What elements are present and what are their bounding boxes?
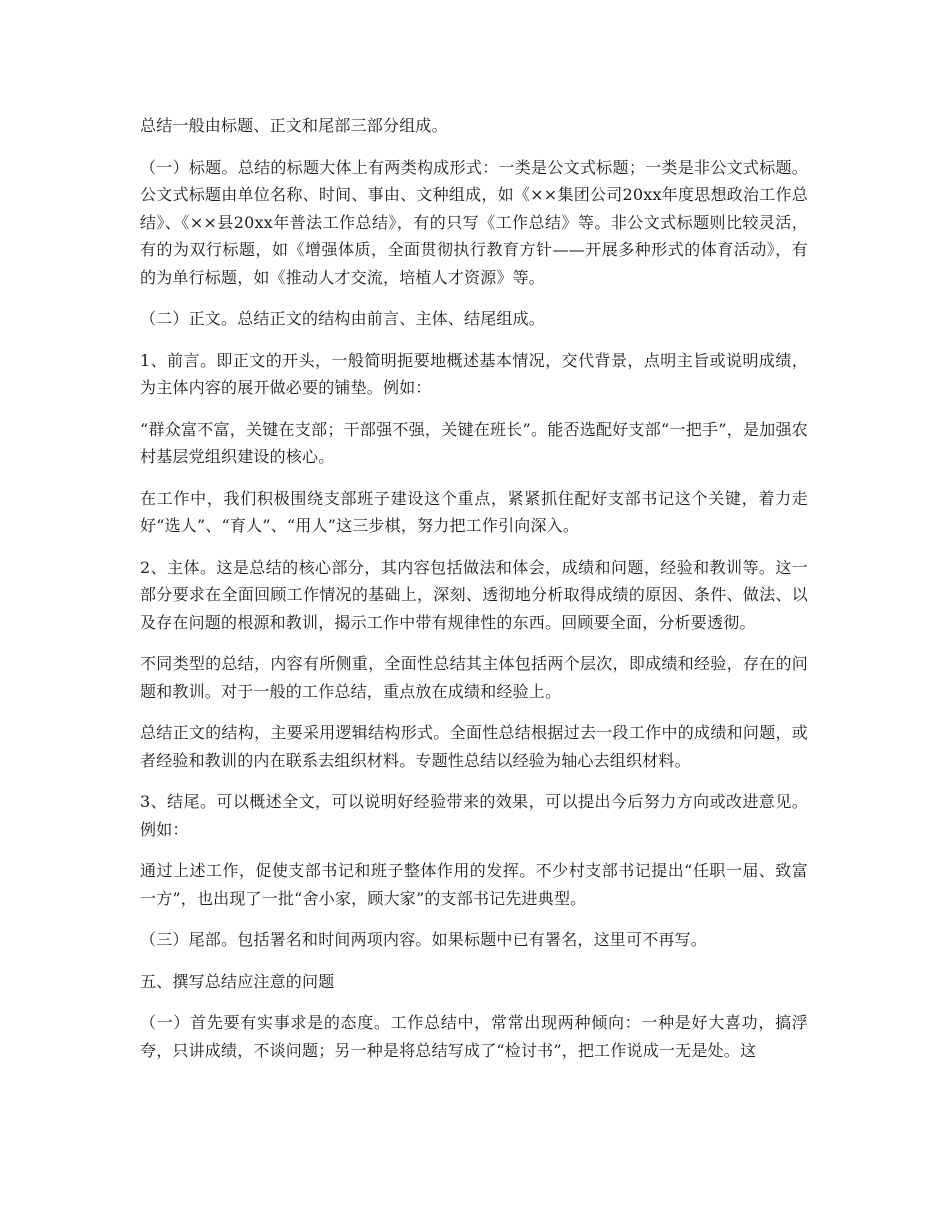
paragraph-main-body: 2、主体。这是总结的核心部分，其内容包括做法和体会，成绩和问题，经验和教训等。这一部分要求在全面回顾工作情况的基础上，深刻、透彻地分析取得成绩的原因、条件、做法、以及存在问题的根源和教训，揭示工作中带有规律性的东西。回顾要全面，分析要透彻。: [140, 557, 808, 632]
paragraph-body-section: （二）正文。总结正文的结构由前言、主体、结尾组成。: [140, 309, 546, 328]
document-body: [140, 112, 808, 1078]
paragraph-work-example: 在工作中，我们积极围绕支部班子建设这个重点，紧紧抓住配好支部书记这个关键，着力走好“选人”、“育人”、“用人”这三步棋，努力把工作引向深入。: [140, 488, 808, 535]
section-heading-five: 五、撰写总结应注意的问题: [140, 971, 335, 991]
paragraph-ending: 3、结尾。可以概述全文，可以说明好经验带来的效果，可以提出今后努力方向或改进意见。例如：: [140, 792, 808, 839]
paragraph-intro: 总结一般由标题、正文和尾部三部分组成。: [140, 116, 448, 135]
paragraph-attitude: （一）首先要有实事求是的态度。工作总结中，常常出现两种倾向：一种是好大喜功，搞浮夸，只讲成绩，不谈问题；另一种是将总结写成了“检讨书”，把工作说成一无是处。这: [140, 1013, 808, 1060]
paragraph-title-section: （一）标题。总结的标题大体上有两类构成形式：一类是公文式标题；一类是非公文式标题。公文式标题由单位名称、时间、事由、文种组成，如《××集团公司20xx年度思想政治工作总结》、《××县20xx年普法工作总结》，有的只写《工作总结》等。非公文式标题则比较灵活，有的为双行标题，如《增强体质，全面贯彻执行教育方针——开展多种形式的体育活动》，有的为单行标题，如《推动人才交流，培植人才资源》等。: [140, 157, 808, 287]
paragraph-ending-example: 通过上述工作，促使支部书记和班子整体作用的发挥。不少村支部书记提出“任职一届、致富一方”，也出现了一批“舍小家，顾大家”的支部书记先进典型。: [140, 861, 808, 908]
paragraph-types: 不同类型的总结，内容有所侧重，全面性总结其主体包括两个层次，即成绩和经验，存在的问题和教训。对于一般的工作总结，重点放在成绩和经验上。: [140, 654, 808, 701]
paragraph-tail-section: （三）尾部。包括署名和时间两项内容。如果标题中已有署名，这里可不再写。: [140, 930, 708, 949]
paragraph-preface: 1、前言。即正文的开头，一般简明扼要地概述基本情况，交代背景，点明主旨或说明成绩，为主体内容的展开做必要的铺垫。例如：: [140, 350, 808, 397]
paragraph-structure: 总结正文的结构，主要采用逻辑结构形式。全面性总结根据过去一段工作中的成绩和问题，或者经验和教训的内在联系去组织材料。专题性总结以经验为轴心去组织材料。: [140, 723, 808, 770]
paragraph-quote-example: “群众富不富，关键在支部；干部强不强，关键在班长”。能否选配好支部“一把手”，是加强农村基层党组织建设的核心。: [140, 419, 808, 466]
